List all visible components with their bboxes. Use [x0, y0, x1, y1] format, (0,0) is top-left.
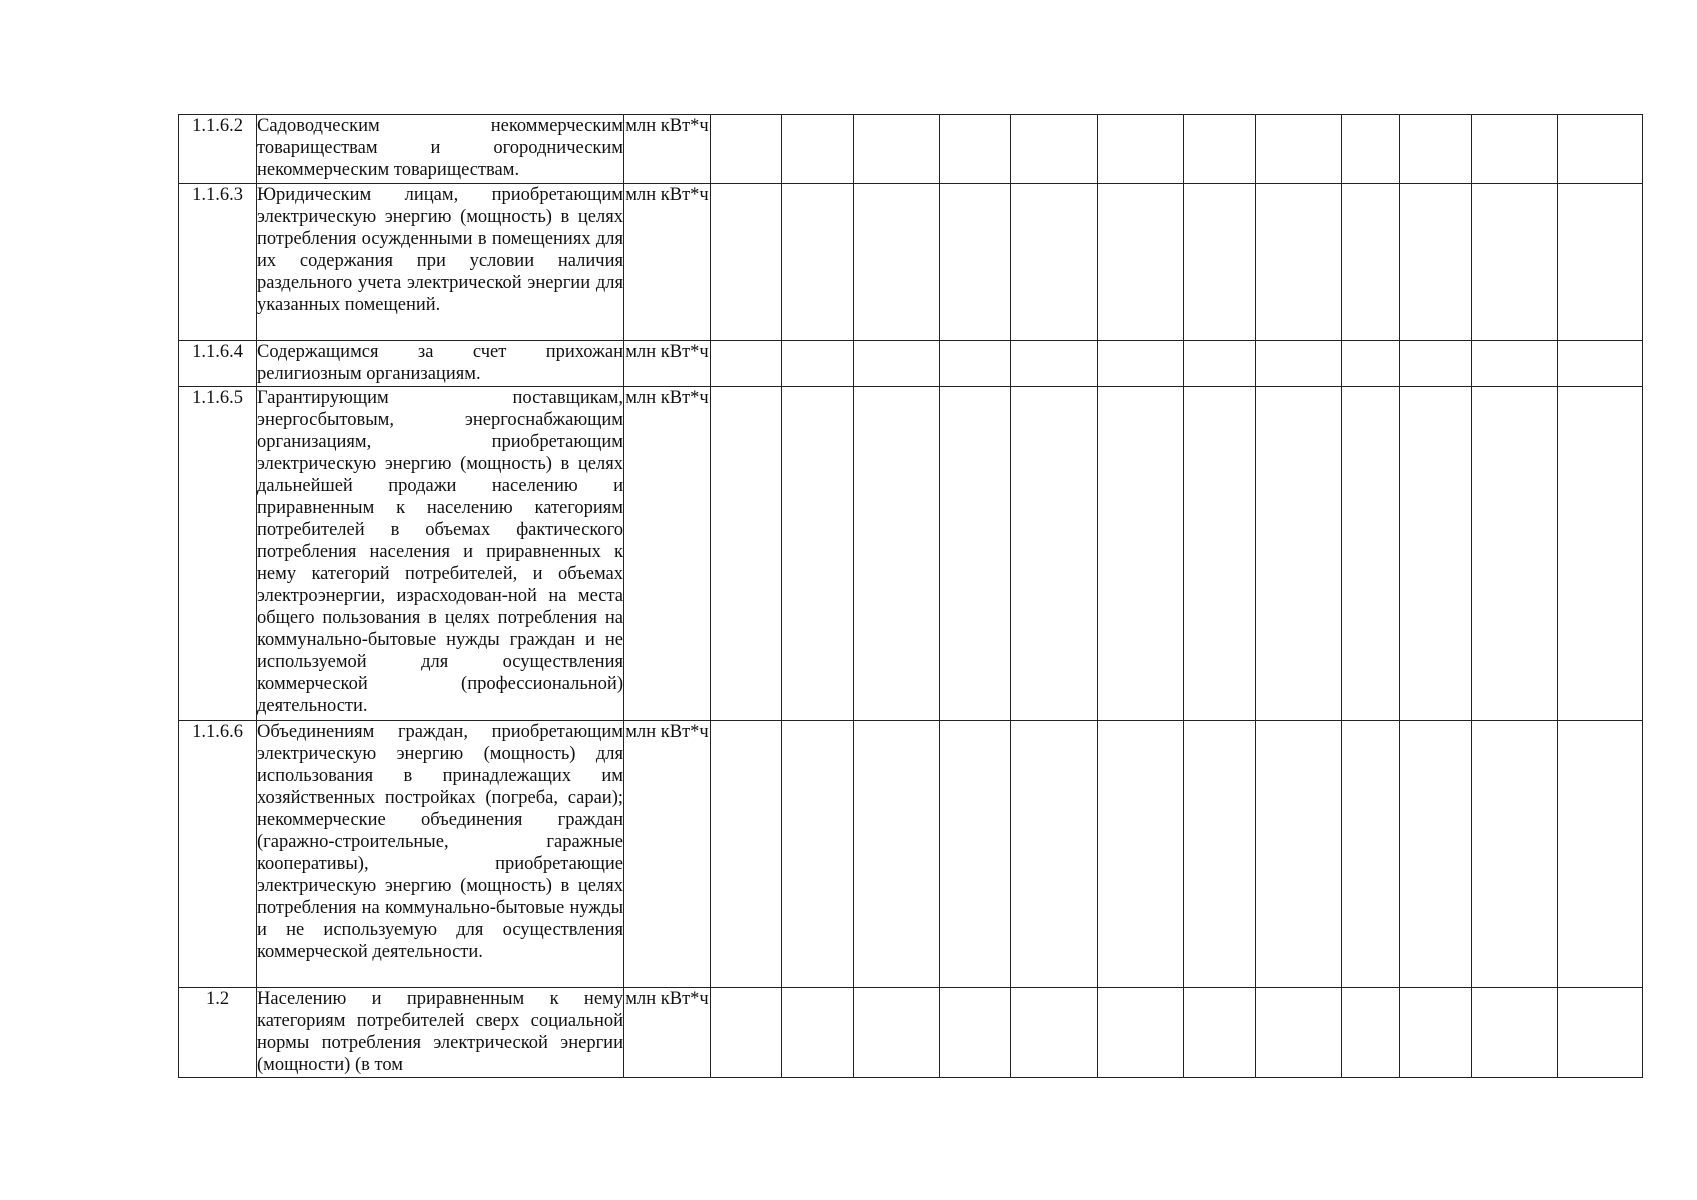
- empty-cell: [1558, 387, 1643, 721]
- empty-cell: [854, 721, 940, 988]
- empty-cell: [1342, 988, 1400, 1078]
- empty-cell: [854, 387, 940, 721]
- row-unit: млн кВт*ч: [624, 341, 711, 387]
- empty-cell: [1342, 721, 1400, 988]
- empty-cell: [854, 988, 940, 1078]
- empty-cell: [940, 988, 1011, 1078]
- empty-cell: [1184, 341, 1256, 387]
- empty-cell: [1098, 387, 1184, 721]
- empty-cell: [1011, 988, 1098, 1078]
- row-description: Объединениям граждан, приобретающим электрическую энергию (мощность) для использования в принадлежащих им хозяйственных постройках (погреба, сараи); некоммерческие объединения граждан (гаражно-строительные, гаражные кооперативы), приобретающие электрическую энергию (мощность) в целях потребления на коммунально-бытовые нужды и не используемую для осуществления коммерческой деятельности.: [257, 721, 624, 988]
- table-row: [179, 341, 1643, 387]
- empty-cell: [711, 184, 782, 341]
- empty-cell: [1342, 387, 1400, 721]
- empty-cell: [1184, 721, 1256, 988]
- empty-cell: [1400, 115, 1472, 184]
- empty-cell: [711, 721, 782, 988]
- tariff-table: [178, 114, 1643, 1078]
- row-description: Гарантирующим поставщикам, энергосбытовым, энергоснабжающим организациям, приобретающим электрическую энергию (мощность) в целях дальнейшей продажи населению и приравненным к населению категориям потребителей в объемах фактического потребления населения и приравненных к нему категорий потребителей, и объемах электроэнергии, израсходован-ной на места общего пользования в целях потребления на коммунально-бытовые нужды граждан и не используемой для осуществления коммерческой (профессиональной) деятельности.: [257, 387, 624, 721]
- empty-cell: [1400, 184, 1472, 341]
- empty-cell: [711, 341, 782, 387]
- table-row: [179, 721, 1643, 988]
- row-description: Юридическим лицам, приобретающим электрическую энергию (мощность) в целях потребления осужденными в помещениях для их содержания при условии наличия раздельного учета электрической энергии для указанных помещений.: [257, 184, 624, 341]
- empty-cell: [1098, 988, 1184, 1078]
- empty-cell: [1472, 184, 1558, 341]
- empty-cell: [1472, 721, 1558, 988]
- empty-cell: [854, 341, 940, 387]
- row-unit: млн кВт*ч: [624, 184, 711, 341]
- row-unit: млн кВт*ч: [624, 387, 711, 721]
- empty-cell: [1558, 721, 1643, 988]
- empty-cell: [1342, 341, 1400, 387]
- table-row: [179, 387, 1643, 721]
- empty-cell: [1256, 988, 1342, 1078]
- row-number: 1.1.6.4: [179, 341, 257, 387]
- empty-cell: [782, 184, 854, 341]
- empty-cell: [1472, 387, 1558, 721]
- row-number: 1.1.6.6: [179, 721, 257, 988]
- row-unit: млн кВт*ч: [624, 988, 711, 1078]
- empty-cell: [1011, 341, 1098, 387]
- empty-cell: [1256, 115, 1342, 184]
- row-unit: млн кВт*ч: [624, 721, 711, 988]
- empty-cell: [1472, 341, 1558, 387]
- empty-cell: [782, 988, 854, 1078]
- empty-cell: [1011, 721, 1098, 988]
- empty-cell: [1400, 387, 1472, 721]
- empty-cell: [940, 184, 1011, 341]
- table-row: [179, 115, 1643, 184]
- empty-cell: [1011, 115, 1098, 184]
- empty-cell: [1400, 721, 1472, 988]
- empty-cell: [940, 115, 1011, 184]
- empty-cell: [1472, 115, 1558, 184]
- empty-cell: [1400, 341, 1472, 387]
- empty-cell: [854, 184, 940, 341]
- table-row: [179, 184, 1643, 341]
- row-unit: млн кВт*ч: [624, 115, 711, 184]
- empty-cell: [782, 115, 854, 184]
- empty-cell: [940, 341, 1011, 387]
- empty-cell: [1011, 184, 1098, 341]
- empty-cell: [1184, 115, 1256, 184]
- empty-cell: [1558, 988, 1643, 1078]
- empty-cell: [1098, 115, 1184, 184]
- empty-cell: [1011, 387, 1098, 721]
- row-number: 1.1.6.2: [179, 115, 257, 184]
- empty-cell: [1342, 184, 1400, 341]
- empty-cell: [1558, 184, 1643, 341]
- row-description: Садоводческим некоммерческим товариществам и огородническим некоммерческим товариществам.: [257, 115, 624, 184]
- empty-cell: [1256, 341, 1342, 387]
- empty-cell: [1256, 184, 1342, 341]
- empty-cell: [1256, 387, 1342, 721]
- row-number: 1.1.6.3: [179, 184, 257, 341]
- empty-cell: [940, 387, 1011, 721]
- row-number: 1.2: [179, 988, 257, 1078]
- empty-cell: [940, 721, 1011, 988]
- empty-cell: [1558, 341, 1643, 387]
- row-description: Населению и приравненным к нему категориям потребителей сверх социальной нормы потребления электрической энергии (мощности) (в том: [257, 988, 624, 1078]
- empty-cell: [1256, 721, 1342, 988]
- empty-cell: [711, 115, 782, 184]
- row-number: 1.1.6.5: [179, 387, 257, 721]
- empty-cell: [1098, 721, 1184, 988]
- empty-cell: [1558, 115, 1643, 184]
- empty-cell: [711, 387, 782, 721]
- empty-cell: [782, 387, 854, 721]
- empty-cell: [1472, 988, 1558, 1078]
- empty-cell: [1400, 988, 1472, 1078]
- empty-cell: [1098, 341, 1184, 387]
- empty-cell: [1184, 184, 1256, 341]
- empty-cell: [711, 988, 782, 1078]
- row-description: Содержащимся за счет прихожан религиозным организациям.: [257, 341, 624, 387]
- empty-cell: [1342, 115, 1400, 184]
- empty-cell: [782, 341, 854, 387]
- empty-cell: [1098, 184, 1184, 341]
- empty-cell: [1184, 387, 1256, 721]
- empty-cell: [782, 721, 854, 988]
- empty-cell: [854, 115, 940, 184]
- empty-cell: [1184, 988, 1256, 1078]
- table-row: [179, 988, 1643, 1078]
